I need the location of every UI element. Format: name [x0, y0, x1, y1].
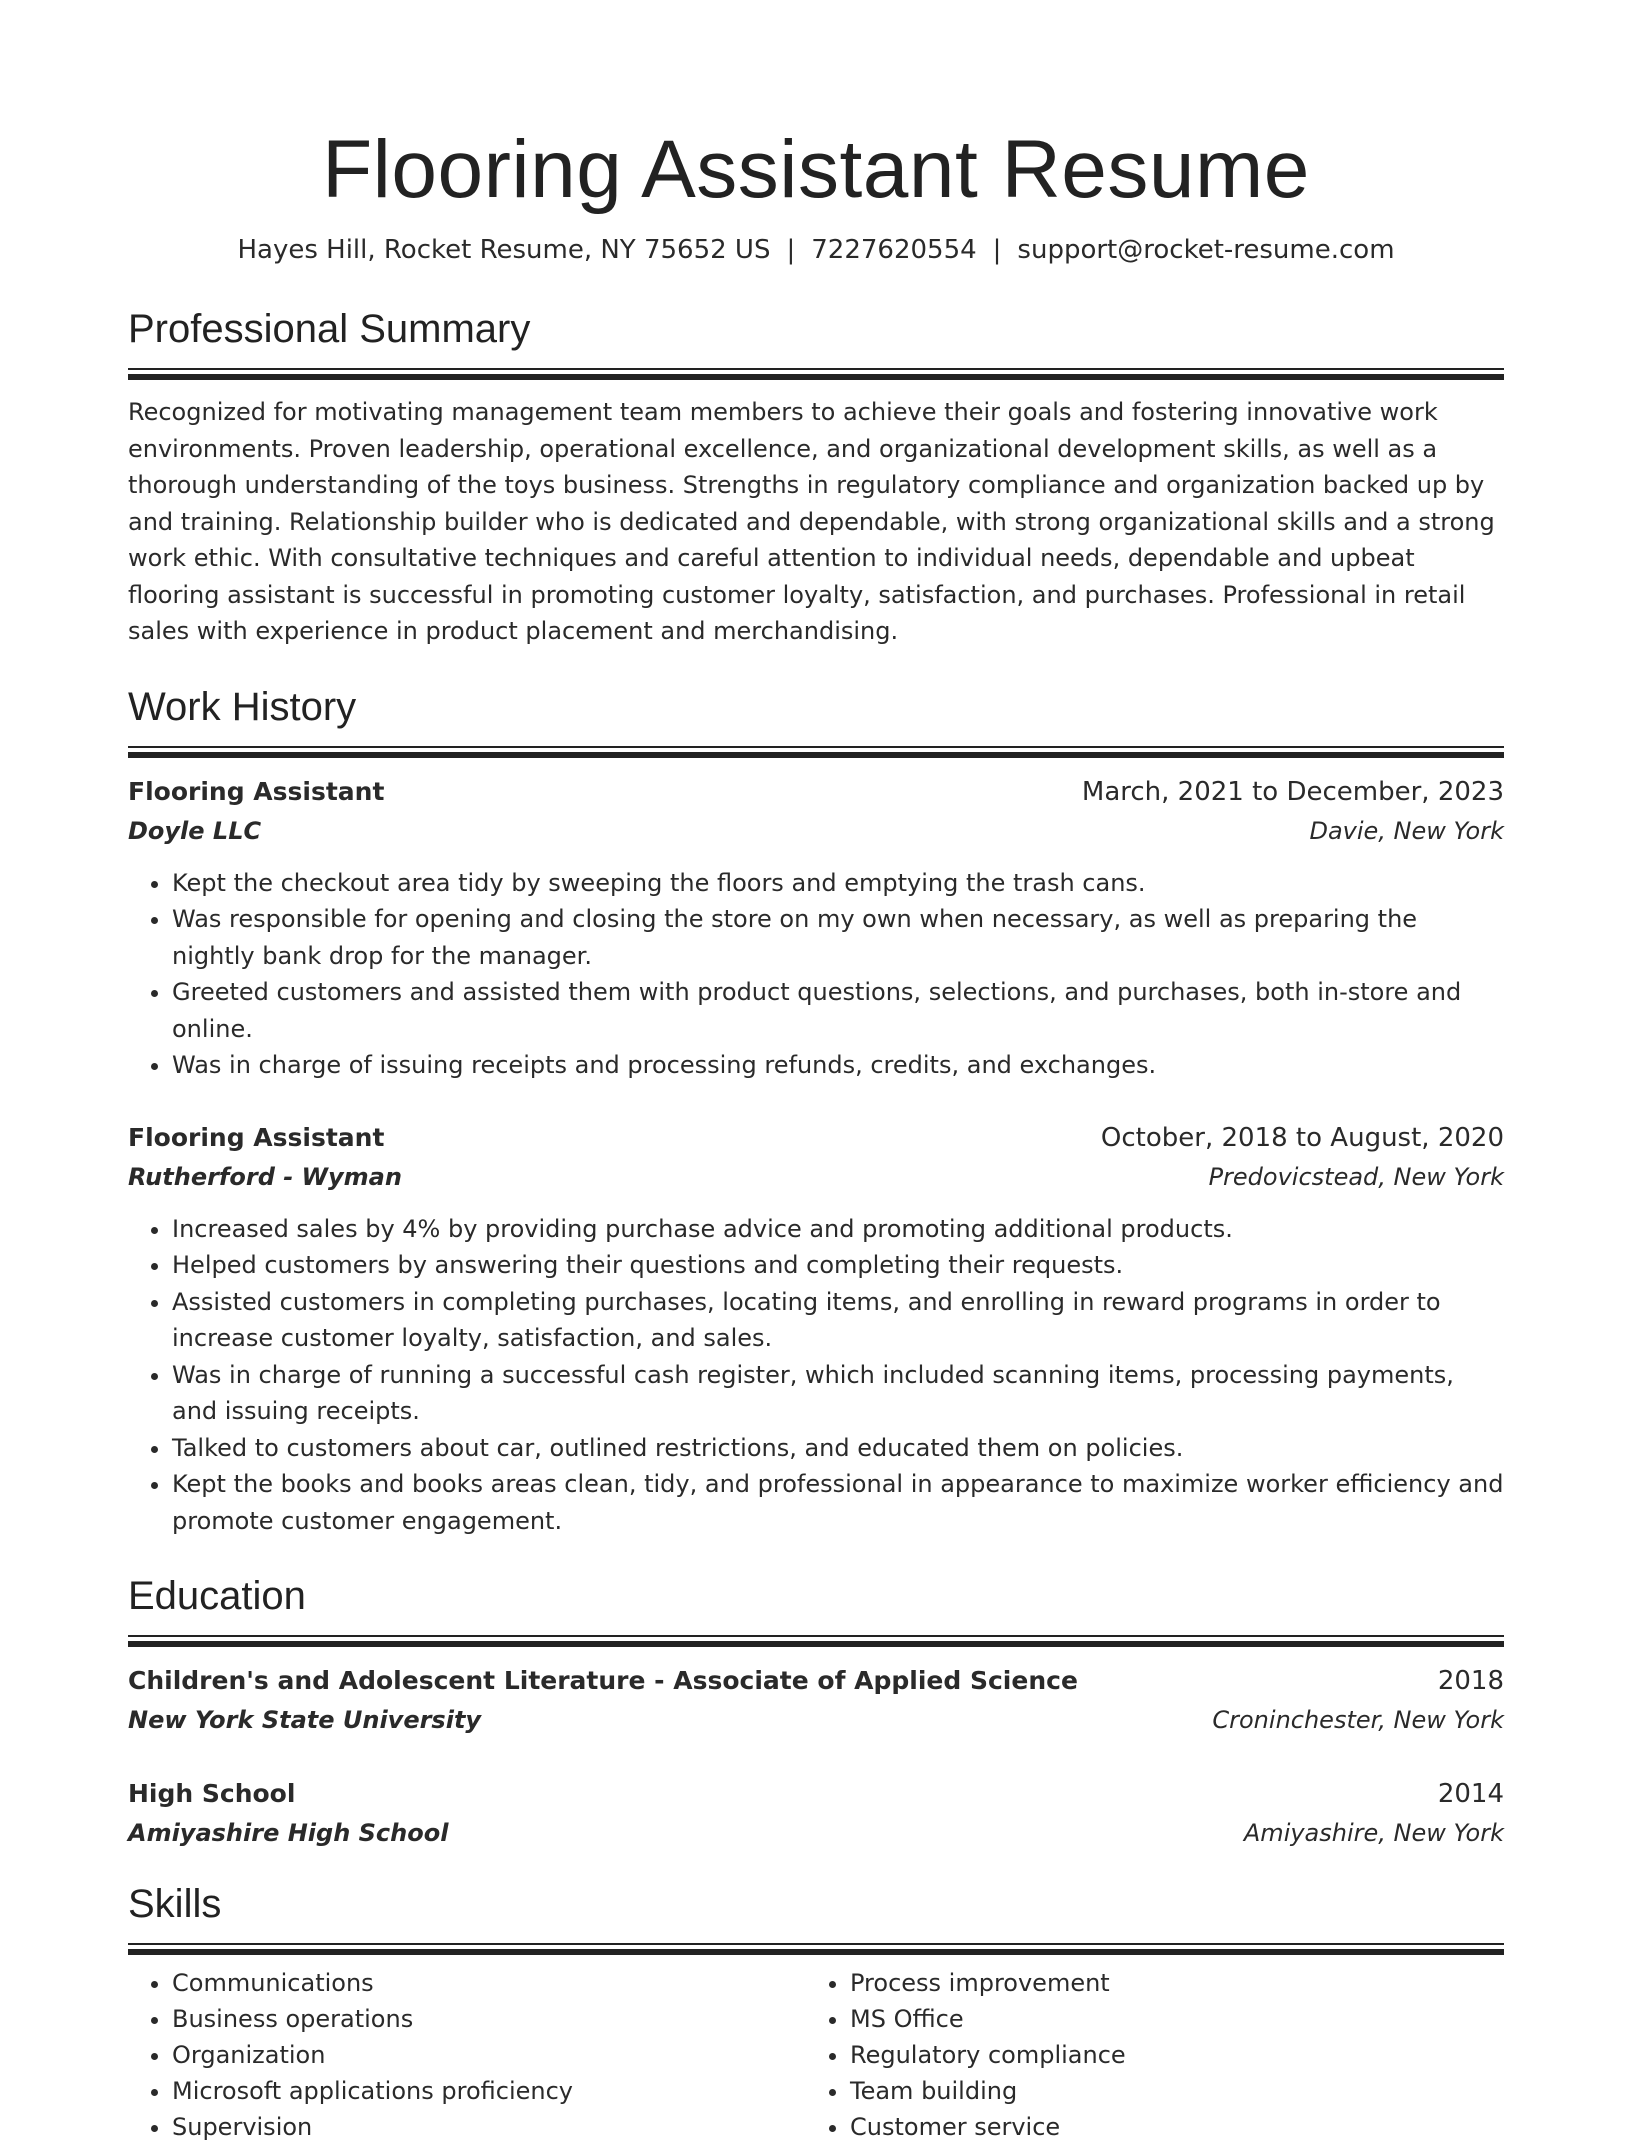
section-divider: [128, 1635, 1504, 1647]
skill-item: • Supervision: [172, 2109, 806, 2145]
section-heading-work-history: Work History: [128, 684, 357, 729]
section-heading-education: Education: [128, 1574, 306, 1618]
job-entry: [128, 772, 1504, 1084]
job-bullets: [128, 1211, 1504, 1540]
job-company: Doyle LLC: [128, 816, 262, 845]
skills-section: [128, 1879, 1504, 2145]
resume-page: [128, 0, 1504, 2145]
section-divider: [128, 746, 1504, 758]
education-entry: [128, 1774, 1504, 1853]
section-heading-summary: Professional Summary: [128, 307, 531, 351]
skills-list-right: [806, 1965, 1460, 2145]
resume-title: Flooring Assistant Resume: [322, 124, 1310, 215]
education-entry: [128, 1661, 1504, 1740]
contact-separator: |: [786, 235, 796, 265]
job-location: Predovicstead, New York: [1208, 1162, 1504, 1191]
section-heading-skills: Skills: [128, 1882, 222, 1926]
job-bullet: • Was responsible for opening and closing the store on my own when necessary, as well as preparing the nightly bank drop for the manager.: [172, 901, 1504, 974]
skill-item: • Business operations: [172, 2001, 806, 2037]
job-bullet: • Was in charge of issuing receipts and processing refunds, credits, and exchanges.: [172, 1047, 1504, 1084]
section-divider: [128, 368, 1504, 380]
work-history-section: [128, 682, 1504, 1540]
summary-text: Recognized for motivating management team members to achieve their goals and fostering innovative work environments. Proven leadership, operational excellence, and organizational development skills, as well as a thorough understanding of the toys business. Strengths in regulatory compliance and organization backed up by and training. Relationship builder who is dedicated and dependable, with strong organizational skills and a strong work ethic. With consultative techniques and careful attention to individual needs, dependable and upbeat flooring assistant is successful in promoting customer loyalty, satisfaction, and purchases. Professional in retail sales with experience in product placement and merchandising.: [128, 398, 1495, 645]
job-dates: March, 2021 to December, 2023: [1081, 776, 1504, 807]
contact-line: [128, 232, 1504, 268]
skill-item: • Organization: [172, 2037, 806, 2073]
skill-item: • Regulatory compliance: [850, 2037, 1460, 2073]
job-title: Flooring Assistant: [128, 776, 385, 806]
education-section: [128, 1571, 1504, 1853]
section-divider: [128, 1943, 1504, 1955]
job-bullet: • Talked to customers about car, outlined restrictions, and educated them on policies.: [172, 1430, 1504, 1467]
skill-item: • Process improvement: [850, 1965, 1460, 2001]
education-degree: High School: [128, 1779, 296, 1808]
job-bullet: • Kept the checkout area tidy by sweeping the floors and emptying the trash cans.: [172, 865, 1504, 902]
job-bullets: [128, 865, 1504, 1084]
contact-email: support@rocket-resume.com: [1017, 235, 1395, 265]
job-bullet: • Assisted customers in completing purchases, locating items, and enrolling in reward programs in order to increase customer loyalty, satisfaction, and sales.: [172, 1284, 1504, 1357]
job-entry: [128, 1118, 1504, 1540]
skills-columns: [128, 1965, 1504, 2145]
contact-address: Hayes Hill, Rocket Resume, NY 75652 US: [237, 235, 771, 265]
contact-separator: |: [992, 235, 1002, 265]
education-school: New York State University: [128, 1706, 482, 1734]
job-bullet: • Kept the books and books areas clean, tidy, and professional in appearance to maximize worker efficiency and promote customer engagement.: [172, 1466, 1504, 1539]
job-bullet: • Increased sales by 4% by providing purchase advice and promoting additional products.: [172, 1211, 1504, 1248]
job-dates: October, 2018 to August, 2020: [1100, 1122, 1504, 1153]
education-year: 2018: [1437, 1666, 1504, 1696]
skill-item: • Team building: [850, 2073, 1460, 2109]
job-location: Davie, New York: [1309, 816, 1504, 845]
skill-item: • Microsoft applications proficiency: [172, 2073, 806, 2109]
summary-section: [128, 304, 1504, 650]
education-location: Amiyashire, New York: [1243, 1819, 1504, 1847]
skill-item: • Customer service: [850, 2109, 1460, 2145]
education-location: Croninchester, New York: [1212, 1706, 1504, 1734]
job-company: Rutherford - Wyman: [128, 1162, 402, 1191]
education-year: 2014: [1437, 1779, 1504, 1809]
job-bullet: • Greeted customers and assisted them with product questions, selections, and purchases, both in-store and online.: [172, 974, 1504, 1047]
skill-item: • MS Office: [850, 2001, 1460, 2037]
skills-list-left: [128, 1965, 806, 2145]
job-bullet: • Helped customers by answering their questions and completing their requests.: [172, 1247, 1504, 1284]
skill-item: • Communications: [172, 1965, 806, 2001]
education-school: Amiyashire High School: [128, 1819, 449, 1847]
job-title: Flooring Assistant: [128, 1122, 385, 1152]
education-degree: Children's and Adolescent Literature - Associate of Applied Science: [128, 1666, 1078, 1695]
contact-phone: 7227620554: [811, 235, 977, 265]
job-bullet: • Was in charge of running a successful cash register, which included scanning items, processing payments, and issuing receipts.: [172, 1357, 1504, 1430]
